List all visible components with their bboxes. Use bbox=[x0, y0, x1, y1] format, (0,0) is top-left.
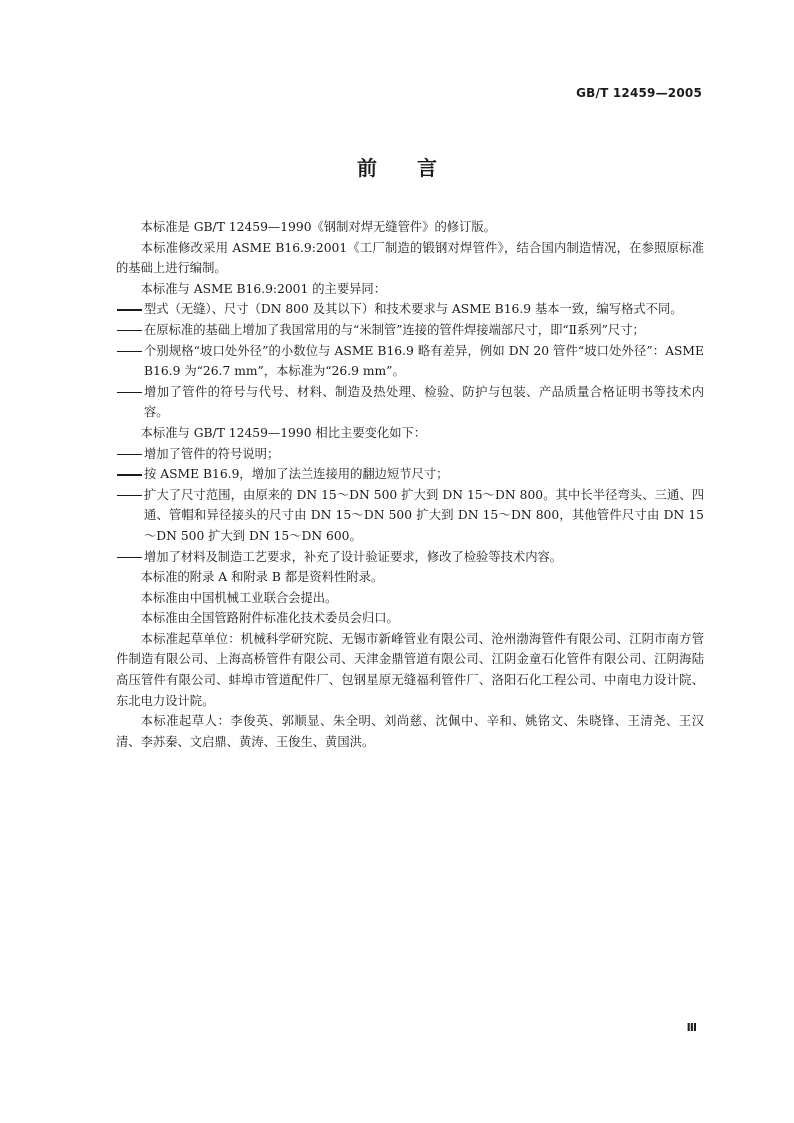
dash-item bbox=[116, 341, 704, 382]
dash-item bbox=[116, 547, 704, 568]
dash-item bbox=[116, 382, 704, 423]
dash-item-text: 个别规格“坡口处外径”的小数位与 ASME B16.9 略有差异，例如 DN 20 管件“坡口处外径”：ASME B16.9 为“26.7 mm”，本标准为“26.9 mm”。 bbox=[144, 343, 704, 379]
dash-item-text: 在原标准的基础上增加了我国常用的与“米制管”连接的管件焊接端部尺寸，即“Ⅱ系列”尺寸； bbox=[144, 322, 645, 337]
paragraph: 本标准是 GB/T 12459—1990《钢制对焊无缝管件》的修订版。 bbox=[140, 220, 496, 234]
dash-item bbox=[116, 464, 704, 485]
paragraph: 本标准修改采用 ASME B16.9:2001《工厂制造的锻钢对焊管件》，结合国内制造情况，在参照原标准的基础上进行编制。 bbox=[116, 240, 704, 276]
paragraph: 本标准与 ASME B16.9:2001 的主要异同： bbox=[140, 281, 387, 296]
standard-code: GB/T 12459—2005 bbox=[576, 86, 702, 100]
dash-item bbox=[116, 485, 704, 547]
dash-item-text: 增加了管件的符号与代号、材料、制造及热处理、检验、防护与包装、产品质量合格证明书等技术内容。 bbox=[144, 384, 704, 420]
dash-item-text: 扩大了尺寸范围，由原来的 DN 15～DN 500 扩大到 DN 15～DN 800。其中长半径弯头、三通、四通、管帽和异径接头的尺寸由 DN 15～DN 500 扩大到 DN 15～DN 800，其他管件尺寸由 DN 15～DN 500 扩大到 DN 15～DN 600。 bbox=[144, 487, 704, 543]
dash-item-text: 增加了管件的符号说明； bbox=[144, 446, 280, 461]
page-title: 前言 bbox=[357, 156, 477, 180]
dash-item bbox=[116, 320, 704, 341]
dash-item bbox=[116, 299, 704, 320]
paragraph: 本标准与 GB/T 12459—1990 相比主要变化如下： bbox=[140, 425, 427, 440]
foreword-body bbox=[116, 217, 704, 752]
dash-item-text: 按 ASME B16.9，增加了法兰连接用的翻边短节尺寸； bbox=[144, 467, 449, 482]
page-number: Ⅲ bbox=[686, 1021, 697, 1034]
dash-item bbox=[116, 444, 704, 465]
paragraph: 本标准起草人：李俊英、郭顺显、朱全明、刘尚慈、沈佩中、辛和、姚铭文、朱晓锋、王清尧、王汉清、李苏秦、文启鼎、黄涛、王俊生、黄国洪。 bbox=[116, 714, 704, 749]
paragraph: 本标准的附录 A 和附录 B 都是资料性附录。 bbox=[140, 570, 384, 585]
paragraph: 本标准由全国管路附件标准化技术委员会归口。 bbox=[140, 611, 399, 626]
dash-item-text: 型式（无缝）、尺寸（DN 800 及其以下）和技术要求与 ASME B16.9 基本一致，编写格式不同。 bbox=[144, 302, 683, 317]
paragraph: 本标准由中国机械工业联合会提出。 bbox=[140, 590, 338, 605]
dash-item-text: 增加了材料及制造工艺要求，补充了设计验证要求，修改了检验等技术内容。 bbox=[144, 549, 563, 564]
paragraph: 本标准起草单位：机械科学研究院、无锡市新峰管业有限公司、沧州渤海管件有限公司、江阴市南方管件制造有限公司、上海高桥管件有限公司、天津金鼎管道有限公司、江阴金童石化管件有限公司、江阴海陆高压管件有限公司、蚌埠市管道配件厂、包钢星原无缝福利管件厂、洛阳石化工程公司、中南电力设计院、东北电力设计院。 bbox=[116, 631, 704, 708]
